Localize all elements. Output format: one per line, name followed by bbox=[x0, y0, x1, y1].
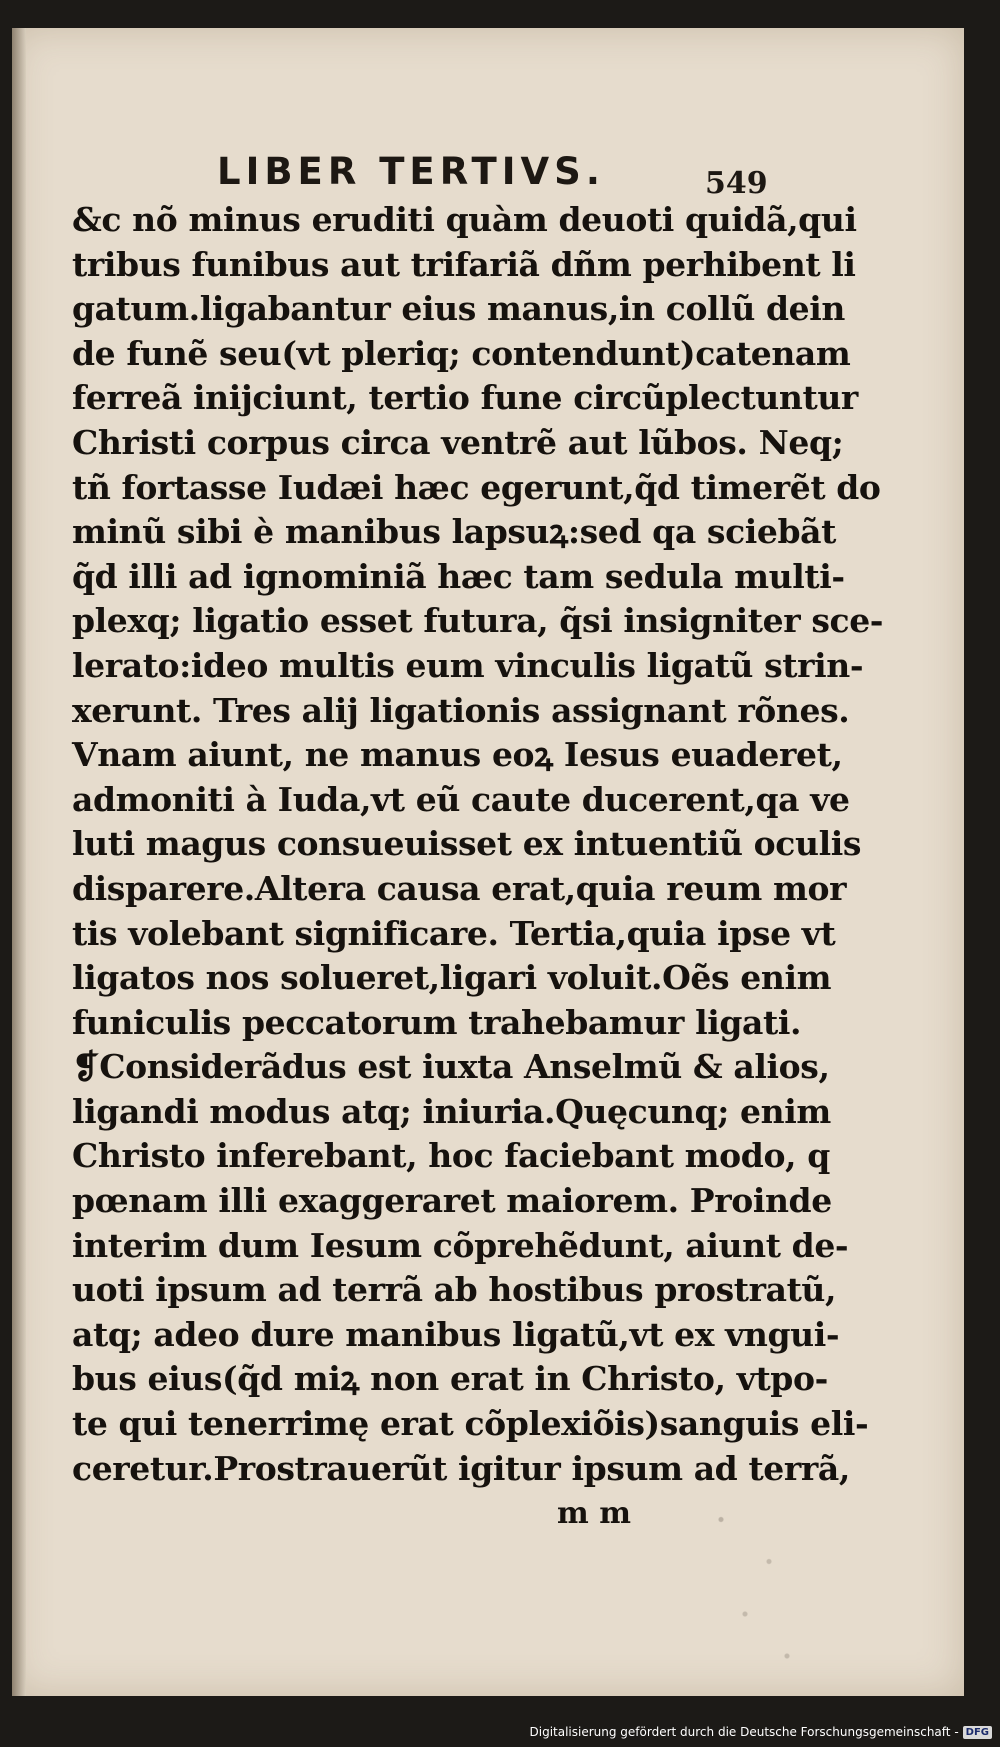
text-line: atq; adeo dure manibus ligatũ,vt ex vngui- bbox=[72, 1314, 840, 1354]
text-line: ❡Considerãdus est iuxta Anselmũ & alios, bbox=[72, 1047, 830, 1087]
text-line: tis volebant significare. Tertia,quia ipse vt bbox=[72, 913, 836, 953]
paper-speckle bbox=[697, 1488, 817, 1698]
text-line: minũ sibi è manibus lapsuꝝ:sed qa sciebãt bbox=[72, 512, 836, 552]
text-line: q̃d illi ad ignominiã hæc tam sedula multi- bbox=[72, 556, 845, 596]
credit-text: Digitalisierung gefördert durch die Deutsche Forschungsgemeinschaft - bbox=[529, 1725, 959, 1739]
text-line: Christo inferebant, hoc faciebant modo, q bbox=[72, 1136, 830, 1176]
digitization-credit bbox=[530, 1725, 993, 1739]
text-line: ferreã inijciunt, tertio fune circũplectuntur bbox=[72, 378, 858, 418]
text-line: de funẽ seu(vt pleriq; contendunt)catenam bbox=[72, 333, 851, 373]
text-line: pœnam illi exaggeraret maiorem. Proinde bbox=[72, 1181, 832, 1221]
text-line: te qui tenerrimę erat cõplexiõis)sanguis eli- bbox=[72, 1404, 869, 1444]
text-line: plexq; ligatio esset futura, q̃si insigniter sce- bbox=[72, 601, 884, 641]
catchword: m m bbox=[557, 1496, 631, 1531]
text-line: Vnam aiunt, ne manus eoꝝ Iesus euaderet, bbox=[72, 735, 843, 775]
running-head: LIBER TERTIVS. bbox=[217, 150, 605, 193]
text-block bbox=[72, 198, 884, 1491]
text-line: luti magus consueuisset ex intuentiũ oculis bbox=[72, 824, 862, 864]
text-line: ceretur.Prostrauerũt igitur ipsum ad terrã, bbox=[72, 1448, 850, 1488]
text-line: ligandi modus atq; iniuria.Quęcunq; enim bbox=[72, 1091, 831, 1131]
page-gutter bbox=[12, 28, 26, 1696]
text-line: admoniti à Iuda,vt eũ caute ducerent,qa ve bbox=[72, 779, 850, 819]
text-line: Christi corpus circa ventrẽ aut lũbos. Neq; bbox=[72, 422, 844, 462]
text-line: interim dum Iesum cõprehẽdunt, aiunt de- bbox=[72, 1225, 849, 1265]
text-line: funiculis peccatorum trahebamur ligati. bbox=[72, 1002, 802, 1042]
text-line: ligatos nos solueret,ligari voluit.Oẽs enim bbox=[72, 958, 832, 998]
dfg-logo: DFG bbox=[963, 1726, 992, 1739]
text-line: bus eius(q̃d miꝝ non erat in Christo, vtpo- bbox=[72, 1359, 828, 1399]
text-line: uoti ipsum ad terrã ab hostibus prostratũ, bbox=[72, 1270, 837, 1310]
text-line: tribus funibus aut trifariã dñm perhibent li bbox=[72, 244, 856, 284]
text-line: &c nõ minus eruditi quàm deuoti quidã,qui bbox=[72, 200, 857, 239]
text-line: tñ fortasse Iudæi hæc egerunt,q̃d timerẽt do bbox=[72, 467, 881, 507]
text-line: gatum.ligabantur eius manus,in collũ dein bbox=[72, 289, 846, 329]
text-line: xerunt. Tres alij ligationis assignant rõnes. bbox=[72, 690, 850, 730]
book-page bbox=[12, 28, 964, 1696]
text-line: disparere.Altera causa erat,quia reum mor bbox=[72, 868, 847, 908]
folio-number: 549 bbox=[705, 166, 768, 201]
text-line: lerato:ideo multis eum vinculis ligatũ strin- bbox=[72, 645, 864, 685]
